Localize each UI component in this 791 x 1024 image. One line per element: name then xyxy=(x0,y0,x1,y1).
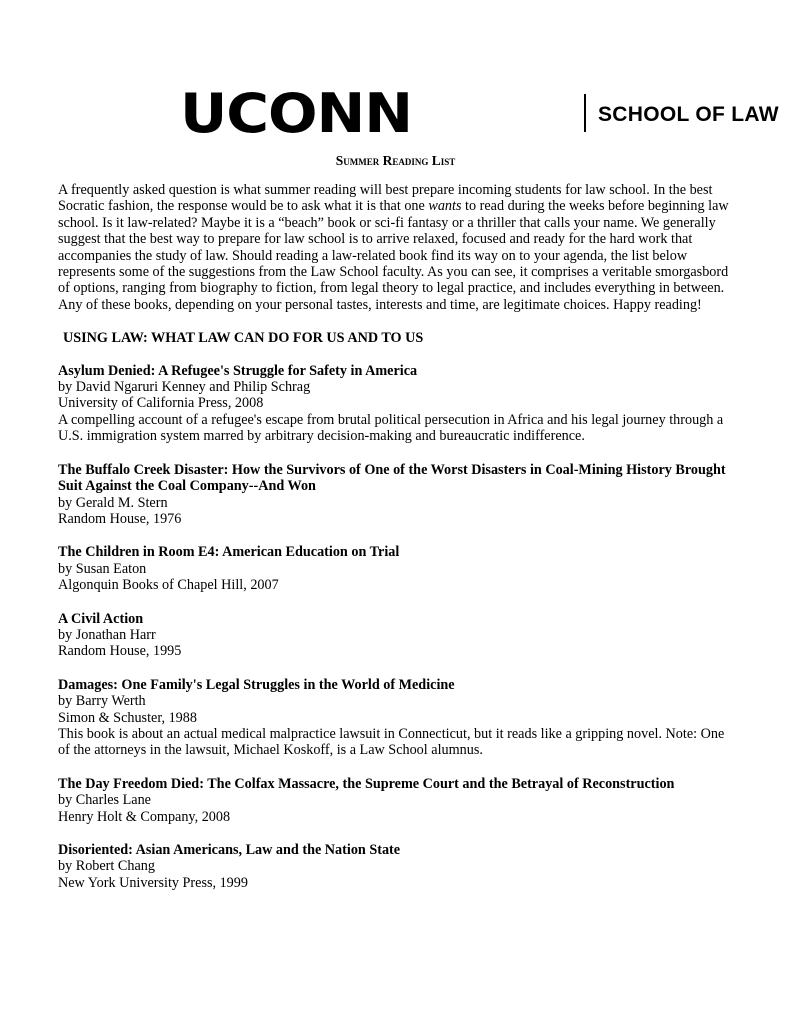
intro-paragraph xyxy=(58,182,736,313)
intro-text-start: A frequently asked question is what summer reading will best prepare incoming students for law school. In the best Socratic fashion, the response would be to ask what it is that one xyxy=(58,182,713,215)
book-title: The Children in Room E4: American Education on Trial xyxy=(58,544,400,561)
book-title: A Civil Action xyxy=(58,610,144,627)
book-author: by Charles Lane xyxy=(58,792,151,809)
book-author: by Jonathan Harr xyxy=(58,626,156,643)
book-title: Asylum Denied: A Refugee's Struggle for Safety in America xyxy=(58,362,418,379)
book-title: The Buffalo Creek Disaster: How the Survivors of One of the Worst Disasters in Coal-Mining History Brought Suit Against the Coal Company--And Won xyxy=(58,461,726,495)
uconn-law-logo xyxy=(180,82,779,145)
logo-school-name: SCHOOL OF LAW xyxy=(598,103,779,126)
book-title: Damages: One Family's Legal Struggles in the World of Medicine xyxy=(58,676,455,693)
book-author: by Barry Werth xyxy=(58,693,146,710)
intro-emphasis: wants xyxy=(428,198,462,215)
book-entry xyxy=(58,842,736,891)
intro-text-end: to read during the weeks before beginning law school. Is it law-related? Maybe it is a “beach” book or sci-fi fantasy or a thriller that calls your name. We generally suggest that the best way to prepare for law school is to arrive relaxed, focused and ready for the hard work that accompanies the study of law. Should reading a law-related book find its way on to your agenda, the list below represents some of the suggestions from the Law School faculty. As you can see, it comprises a veritable smorgasbord of options, ranging from biography to fiction, from legal theory to legal practice, and includes everything in between. Any of these books, depending on your personal tastes, interests and time, are legitimate choices. Happy reading! xyxy=(58,198,729,313)
book-publisher: Random House, 1995 xyxy=(58,643,182,660)
book-author: by Susan Eaton xyxy=(58,560,147,577)
book-publisher: Simon & Schuster, 1988 xyxy=(58,709,197,726)
book-entry xyxy=(58,363,736,445)
book-publisher: New York University Press, 1999 xyxy=(58,874,248,891)
logo-divider xyxy=(584,94,586,132)
page-title: Summer Reading List xyxy=(335,153,456,168)
book-description: A compelling account of a refugee's escape from brutal political persecution in Africa and his legal journey through a U.S. immigration system marred by arbitrary decision-making and bureaucratic indifference. xyxy=(58,411,724,445)
book-description: This book is about an actual medical malpractice lawsuit in Connecticut, but it reads like a gripping novel. Note: One of the attorneys in the lawsuit, Michael Koskoff, is a Law School alumnus. xyxy=(58,725,725,759)
book-entry xyxy=(58,677,736,759)
book-title: The Day Freedom Died: The Colfax Massacre, the Supreme Court and the Betrayal of Reconstruction xyxy=(58,775,675,792)
book-publisher: Henry Holt & Company, 2008 xyxy=(58,808,231,825)
document-body xyxy=(58,182,736,891)
book-entry xyxy=(58,544,736,593)
logo-wordmark: UCONN xyxy=(180,82,412,145)
book-title: Disoriented: Asian Americans, Law and the Nation State xyxy=(58,842,401,858)
book-author: by Robert Chang xyxy=(58,858,155,875)
book-author: by Gerald M. Stern xyxy=(58,494,168,511)
book-publisher: University of California Press, 2008 xyxy=(58,395,264,412)
book-publisher: Random House, 1976 xyxy=(58,510,182,527)
book-publisher: Algonquin Books of Chapel Hill, 2007 xyxy=(58,577,279,594)
section-heading: USING LAW: WHAT LAW CAN DO FOR US AND TO US xyxy=(63,330,424,347)
book-entry xyxy=(58,462,736,528)
book-entry xyxy=(58,611,736,660)
book-entry xyxy=(58,776,736,825)
book-list xyxy=(58,363,736,892)
book-author: by David Ngaruri Kenney and Philip Schrag xyxy=(58,379,311,396)
